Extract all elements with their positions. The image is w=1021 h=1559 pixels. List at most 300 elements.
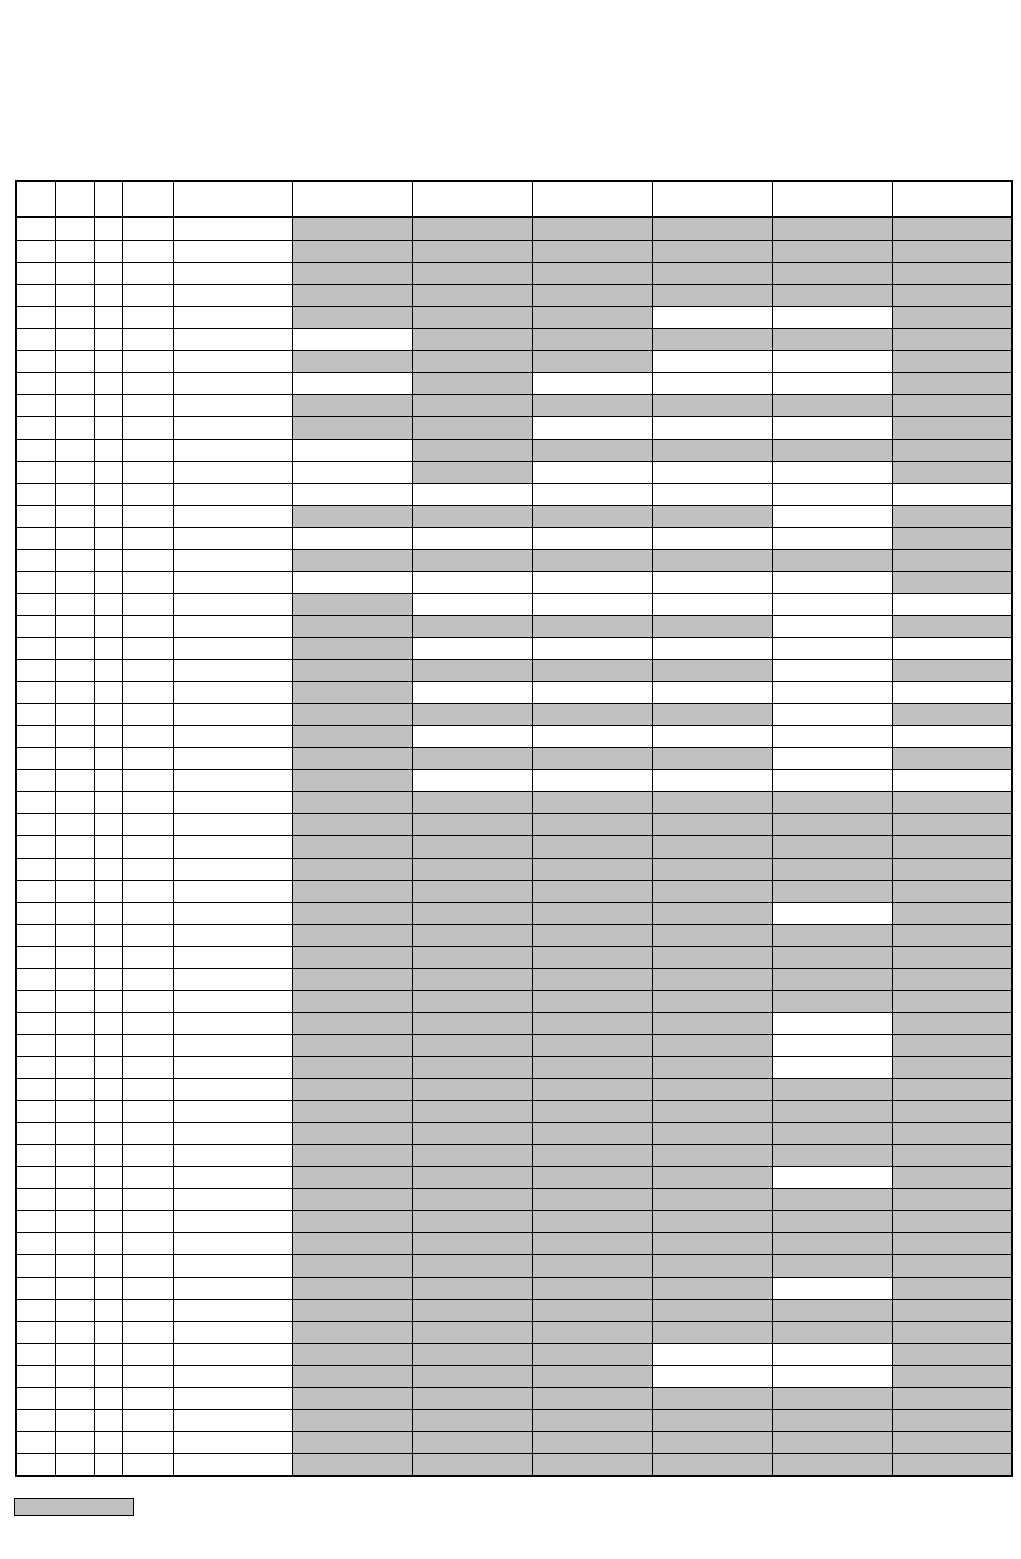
shaded-cell — [772, 549, 892, 571]
blank-cell — [772, 1056, 892, 1078]
row-divider — [17, 1166, 1011, 1167]
shaded-cell — [292, 1166, 412, 1188]
blank-cell — [772, 306, 892, 328]
shaded-cell — [292, 637, 412, 659]
blank-cell — [772, 461, 892, 483]
row-divider — [17, 1277, 1011, 1278]
blank-cell — [652, 637, 772, 659]
blank-cell — [772, 416, 892, 438]
row-divider — [17, 1034, 1011, 1035]
row-divider — [17, 1343, 1011, 1344]
shaded-cell — [412, 306, 532, 328]
blank-cell — [772, 372, 892, 394]
shaded-cell — [532, 439, 652, 461]
column-divider — [292, 182, 293, 1475]
blank-cell — [532, 372, 652, 394]
shaded-cell — [652, 1321, 772, 1343]
shaded-cell — [652, 615, 772, 637]
blank-cell — [772, 615, 892, 637]
shaded-cell — [412, 394, 532, 416]
shaded-cell — [532, 1343, 652, 1365]
shaded-cell — [292, 791, 412, 813]
row-divider — [17, 858, 1011, 859]
column-header — [292, 182, 412, 216]
shaded-cell — [412, 1409, 532, 1431]
shaded-cell — [892, 813, 1011, 835]
blank-cell — [772, 527, 892, 549]
shaded-cell — [412, 1431, 532, 1453]
blank-cell — [772, 593, 892, 615]
column-header — [173, 182, 292, 216]
shaded-cell — [892, 306, 1011, 328]
shaded-cell — [652, 858, 772, 880]
row-divider — [17, 835, 1011, 836]
shaded-cell — [532, 990, 652, 1012]
blank-cell — [772, 725, 892, 747]
shaded-cell — [892, 350, 1011, 372]
shaded-cell — [652, 284, 772, 306]
shaded-cell — [412, 1254, 532, 1276]
shaded-cell — [892, 902, 1011, 924]
row-divider — [17, 725, 1011, 726]
blank-cell — [292, 461, 412, 483]
blank-cell — [412, 725, 532, 747]
row-divider — [17, 747, 1011, 748]
blank-cell — [532, 416, 652, 438]
shaded-cell — [532, 615, 652, 637]
schedule-table — [15, 180, 1013, 1477]
shaded-cell — [652, 549, 772, 571]
shaded-cell — [652, 1012, 772, 1034]
shaded-cell — [292, 1078, 412, 1100]
shaded-cell — [532, 1232, 652, 1254]
row-divider — [17, 1056, 1011, 1057]
shaded-cell — [892, 240, 1011, 262]
blank-cell — [772, 571, 892, 593]
shaded-cell — [772, 1078, 892, 1100]
shaded-cell — [772, 1431, 892, 1453]
blank-cell — [772, 637, 892, 659]
shaded-cell — [652, 924, 772, 946]
blank-cell — [532, 527, 652, 549]
blank-cell — [412, 593, 532, 615]
shaded-cell — [892, 461, 1011, 483]
shaded-cell — [532, 924, 652, 946]
blank-cell — [892, 681, 1011, 703]
blank-cell — [292, 439, 412, 461]
shaded-cell — [892, 394, 1011, 416]
blank-cell — [652, 350, 772, 372]
column-divider — [892, 182, 893, 1475]
shaded-cell — [532, 835, 652, 857]
blank-cell — [532, 681, 652, 703]
row-divider — [17, 659, 1011, 660]
blank-cell — [412, 637, 532, 659]
shaded-cell — [892, 1387, 1011, 1409]
shaded-cell — [652, 946, 772, 968]
shaded-cell — [772, 835, 892, 857]
row-divider — [17, 1100, 1011, 1101]
shaded-cell — [652, 240, 772, 262]
shaded-cell — [652, 262, 772, 284]
shaded-cell — [892, 1232, 1011, 1254]
shaded-cell — [412, 968, 532, 990]
shaded-cell — [772, 791, 892, 813]
shaded-cell — [292, 1122, 412, 1144]
shaded-cell — [892, 1166, 1011, 1188]
row-divider — [17, 791, 1011, 792]
shaded-cell — [652, 835, 772, 857]
row-divider — [17, 549, 1011, 550]
row-divider — [17, 968, 1011, 969]
blank-cell — [772, 1277, 892, 1299]
blank-cell — [772, 1034, 892, 1056]
row-divider — [17, 1365, 1011, 1366]
shaded-cell — [772, 946, 892, 968]
blank-cell — [652, 461, 772, 483]
shaded-cell — [412, 703, 532, 725]
shaded-cell — [772, 218, 892, 240]
row-divider — [17, 1210, 1011, 1211]
shaded-cell — [292, 946, 412, 968]
shaded-cell — [532, 703, 652, 725]
shaded-cell — [892, 218, 1011, 240]
blank-cell — [772, 703, 892, 725]
shaded-cell — [892, 1254, 1011, 1276]
row-divider — [17, 461, 1011, 462]
shaded-cell — [292, 1254, 412, 1276]
row-divider — [17, 571, 1011, 572]
row-divider — [17, 416, 1011, 417]
blank-cell — [412, 681, 532, 703]
shaded-cell — [772, 439, 892, 461]
shaded-cell — [412, 1343, 532, 1365]
shaded-cell — [412, 328, 532, 350]
shaded-cell — [292, 1299, 412, 1321]
shaded-cell — [532, 1012, 652, 1034]
shaded-cell — [412, 1365, 532, 1387]
shaded-cell — [892, 1299, 1011, 1321]
column-divider — [532, 182, 533, 1475]
blank-cell — [772, 505, 892, 527]
blank-cell — [652, 571, 772, 593]
column-header — [532, 182, 652, 216]
blank-cell — [412, 483, 532, 505]
shaded-cell — [292, 1409, 412, 1431]
blank-cell — [532, 461, 652, 483]
shaded-cell — [892, 1365, 1011, 1387]
shaded-cell — [532, 968, 652, 990]
shaded-cell — [652, 1210, 772, 1232]
shaded-cell — [892, 1277, 1011, 1299]
row-divider — [17, 262, 1011, 263]
shaded-cell — [412, 1034, 532, 1056]
shaded-cell — [892, 1409, 1011, 1431]
blank-cell — [892, 483, 1011, 505]
shaded-cell — [532, 328, 652, 350]
shaded-cell — [652, 218, 772, 240]
shaded-cell — [772, 1232, 892, 1254]
row-divider — [17, 769, 1011, 770]
row-divider — [17, 483, 1011, 484]
shaded-cell — [292, 968, 412, 990]
shaded-cell — [892, 924, 1011, 946]
shaded-cell — [532, 1188, 652, 1210]
blank-cell — [892, 769, 1011, 791]
shaded-cell — [292, 240, 412, 262]
blank-cell — [652, 1365, 772, 1387]
shaded-cell — [652, 1166, 772, 1188]
shaded-cell — [892, 284, 1011, 306]
shaded-cell — [652, 968, 772, 990]
shaded-cell — [292, 1232, 412, 1254]
row-divider — [17, 284, 1011, 285]
shaded-cell — [892, 659, 1011, 681]
row-divider — [17, 306, 1011, 307]
shaded-cell — [772, 813, 892, 835]
shaded-cell — [412, 990, 532, 1012]
shaded-cell — [292, 1144, 412, 1166]
shaded-cell — [412, 659, 532, 681]
shaded-cell — [772, 1254, 892, 1276]
column-header — [17, 182, 55, 216]
shaded-cell — [652, 1431, 772, 1453]
row-divider — [17, 1387, 1011, 1388]
shaded-cell — [532, 1254, 652, 1276]
shaded-cell — [292, 835, 412, 857]
shaded-cell — [412, 1166, 532, 1188]
shaded-cell — [532, 880, 652, 902]
shaded-cell — [652, 1122, 772, 1144]
shaded-cell — [532, 1277, 652, 1299]
row-divider — [17, 990, 1011, 991]
shaded-cell — [772, 394, 892, 416]
shaded-cell — [532, 1056, 652, 1078]
shaded-cell — [412, 615, 532, 637]
shaded-cell — [892, 946, 1011, 968]
shaded-cell — [892, 1034, 1011, 1056]
shaded-cell — [892, 1453, 1011, 1475]
shaded-cell — [772, 858, 892, 880]
blank-cell — [532, 769, 652, 791]
shaded-cell — [292, 880, 412, 902]
shaded-cell — [772, 1321, 892, 1343]
row-divider — [17, 637, 1011, 638]
shaded-cell — [532, 1409, 652, 1431]
shaded-cell — [772, 1453, 892, 1475]
shaded-cell — [292, 924, 412, 946]
blank-cell — [892, 593, 1011, 615]
shaded-cell — [292, 747, 412, 769]
row-divider — [17, 505, 1011, 506]
shaded-cell — [892, 1343, 1011, 1365]
shaded-cell — [772, 328, 892, 350]
row-divider — [17, 1321, 1011, 1322]
blank-cell — [892, 725, 1011, 747]
shaded-cell — [772, 284, 892, 306]
shaded-cell — [412, 880, 532, 902]
blank-cell — [292, 483, 412, 505]
shaded-cell — [412, 1056, 532, 1078]
shaded-cell — [292, 725, 412, 747]
shaded-cell — [292, 1431, 412, 1453]
shaded-cell — [412, 284, 532, 306]
shaded-cell — [292, 350, 412, 372]
shaded-cell — [772, 1387, 892, 1409]
shaded-cell — [412, 835, 532, 857]
shaded-cell — [892, 1122, 1011, 1144]
shaded-cell — [892, 615, 1011, 637]
shaded-cell — [412, 858, 532, 880]
row-divider — [17, 1078, 1011, 1079]
shaded-cell — [292, 703, 412, 725]
shaded-cell — [652, 1188, 772, 1210]
shaded-cell — [412, 505, 532, 527]
shaded-cell — [292, 769, 412, 791]
shaded-cell — [292, 593, 412, 615]
shaded-cell — [892, 1078, 1011, 1100]
blank-cell — [772, 1012, 892, 1034]
shaded-cell — [532, 306, 652, 328]
shaded-cell — [532, 284, 652, 306]
shaded-cell — [532, 1299, 652, 1321]
blank-cell — [292, 372, 412, 394]
shaded-cell — [892, 703, 1011, 725]
shaded-cell — [772, 1122, 892, 1144]
blank-cell — [772, 747, 892, 769]
shaded-cell — [652, 703, 772, 725]
shaded-cell — [532, 1144, 652, 1166]
row-divider — [17, 1254, 1011, 1255]
column-divider — [772, 182, 773, 1475]
shaded-cell — [772, 1299, 892, 1321]
shaded-cell — [892, 416, 1011, 438]
row-divider — [17, 880, 1011, 881]
shaded-cell — [532, 747, 652, 769]
shaded-cell — [892, 262, 1011, 284]
shaded-cell — [532, 549, 652, 571]
blank-cell — [652, 306, 772, 328]
shaded-cell — [652, 1277, 772, 1299]
shaded-cell — [892, 858, 1011, 880]
shaded-cell — [892, 1431, 1011, 1453]
blank-cell — [652, 1343, 772, 1365]
shaded-cell — [412, 902, 532, 924]
shaded-cell — [652, 1056, 772, 1078]
row-divider — [17, 1122, 1011, 1123]
row-divider — [17, 328, 1011, 329]
shaded-cell — [292, 681, 412, 703]
row-divider — [17, 439, 1011, 440]
shaded-cell — [292, 1277, 412, 1299]
shaded-cell — [412, 1232, 532, 1254]
blank-cell — [532, 637, 652, 659]
column-divider — [173, 182, 174, 1475]
blank-cell — [772, 902, 892, 924]
shaded-cell — [892, 328, 1011, 350]
blank-cell — [412, 769, 532, 791]
column-header — [892, 182, 1011, 216]
column-header — [55, 182, 94, 216]
shaded-cell — [292, 902, 412, 924]
blank-cell — [772, 681, 892, 703]
blank-cell — [772, 1166, 892, 1188]
blank-cell — [292, 571, 412, 593]
blank-cell — [652, 483, 772, 505]
shaded-cell — [412, 416, 532, 438]
shaded-cell — [892, 1056, 1011, 1078]
shaded-cell — [652, 1299, 772, 1321]
row-divider — [17, 1431, 1011, 1432]
shaded-cell — [892, 747, 1011, 769]
shaded-cell — [652, 394, 772, 416]
blank-cell — [772, 769, 892, 791]
shaded-cell — [412, 813, 532, 835]
shaded-cell — [412, 1277, 532, 1299]
shaded-cell — [892, 880, 1011, 902]
shaded-cell — [412, 1387, 532, 1409]
shaded-cell — [772, 968, 892, 990]
row-divider — [17, 1144, 1011, 1145]
shaded-cell — [292, 615, 412, 637]
blank-cell — [652, 725, 772, 747]
shaded-cell — [892, 571, 1011, 593]
shaded-cell — [892, 791, 1011, 813]
shaded-cell — [292, 1210, 412, 1232]
shaded-cell — [532, 350, 652, 372]
shaded-cell — [412, 350, 532, 372]
shaded-cell — [292, 659, 412, 681]
shaded-cell — [292, 1034, 412, 1056]
row-divider — [17, 924, 1011, 925]
column-header — [772, 182, 892, 216]
shaded-cell — [412, 924, 532, 946]
shaded-cell — [292, 1188, 412, 1210]
column-divider — [652, 182, 653, 1475]
shaded-cell — [412, 791, 532, 813]
shaded-cell — [292, 990, 412, 1012]
shaded-cell — [412, 1299, 532, 1321]
row-divider — [17, 527, 1011, 528]
shaded-cell — [892, 505, 1011, 527]
shaded-cell — [412, 218, 532, 240]
blank-cell — [652, 527, 772, 549]
shaded-cell — [412, 240, 532, 262]
shaded-cell — [532, 902, 652, 924]
column-divider — [122, 182, 123, 1475]
shaded-cell — [412, 372, 532, 394]
shaded-cell — [652, 791, 772, 813]
legend-swatch — [14, 1498, 134, 1516]
shaded-cell — [652, 1078, 772, 1100]
shaded-cell — [412, 461, 532, 483]
shaded-cell — [532, 858, 652, 880]
shaded-cell — [652, 747, 772, 769]
shaded-cell — [652, 1453, 772, 1475]
shaded-cell — [412, 1078, 532, 1100]
shaded-cell — [652, 880, 772, 902]
shaded-cell — [652, 990, 772, 1012]
shaded-cell — [412, 1321, 532, 1343]
shaded-cell — [892, 527, 1011, 549]
row-divider — [17, 240, 1011, 241]
blank-cell — [532, 593, 652, 615]
shaded-cell — [292, 1056, 412, 1078]
blank-cell — [652, 681, 772, 703]
shaded-cell — [652, 1254, 772, 1276]
shaded-cell — [532, 1365, 652, 1387]
shaded-cell — [412, 1100, 532, 1122]
